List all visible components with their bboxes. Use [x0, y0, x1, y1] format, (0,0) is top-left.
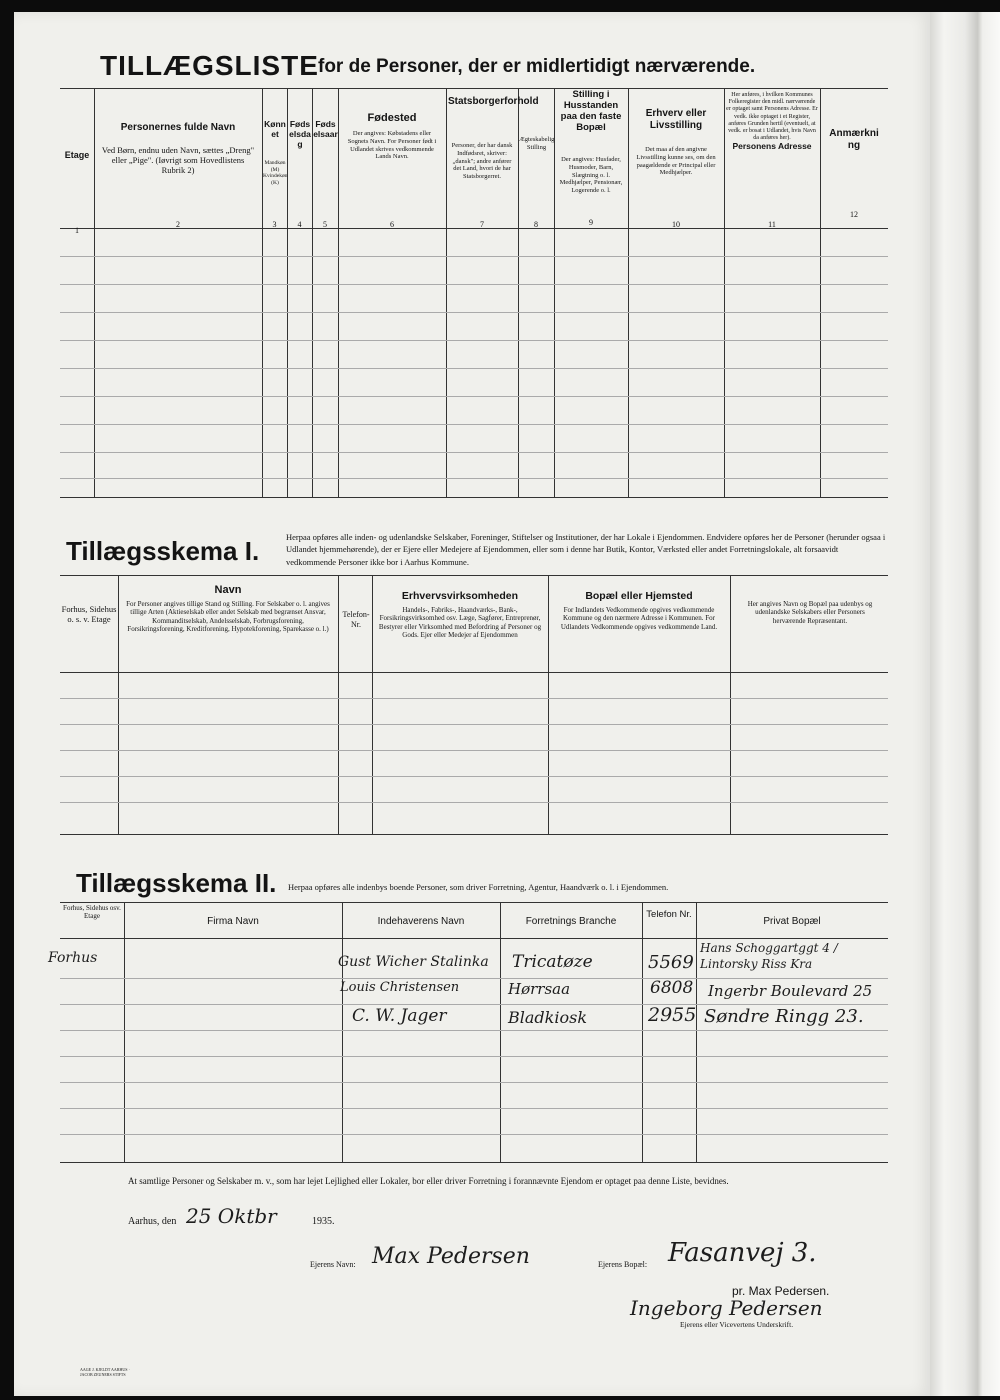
col-household: Stilling i Husstanden paa den faste Bopæl: [560, 89, 622, 133]
col-num: 4: [297, 220, 302, 229]
col-gender: Kønnet: [264, 119, 286, 139]
s1-col-business-note: Handels-, Fabriks-, Haandværks-, Bank-, Forsikringsvirksomhed osv. Læge, Sagfører, Entreprenør, Bestyrer eller Virksomhed med Befordring af Personer og Gods. Ejer eller Medejer af Ejendommen: [378, 606, 542, 640]
col-remarks: Anmærkning: [829, 128, 879, 151]
row-phone: 6808: [650, 978, 694, 998]
col-household-note: Der angives: Husfader, Husmoder, Barn, Slægtning o. l. Medhjælper, Pensionær, Logerende o. l.: [559, 156, 623, 195]
s2-col-private-residence: Privat Bopæl: [763, 916, 821, 927]
form-title: TILLÆGSLISTE: [100, 50, 319, 81]
s1-col-etage: Forhus, Sidehus o. s. v. Etage: [61, 604, 117, 625]
owner-address-handwritten: Fasanvej 3.: [668, 1238, 817, 1268]
col-birthyear: Fødselsaar: [313, 119, 338, 139]
row-phone: 5569: [648, 952, 694, 973]
s2-col-owner: Indehaverens Navn: [377, 916, 465, 927]
owner-address-label: Ejerens Bopæl:: [598, 1260, 648, 1269]
row-owner: Louis Christensen: [340, 980, 460, 995]
signature-label: Ejerens eller Vicevertens Underskrift.: [680, 1320, 794, 1329]
signature-handwritten: Ingeborg Pedersen: [630, 1296, 823, 1320]
place-label: Aarhus, den: [128, 1216, 177, 1227]
col-num: 11: [768, 220, 776, 229]
col-address-note: Her anføres, i hvilken Kommunes Folkeregister den midl. nærværende er optaget samt Personens Adresse. Er vedk. ikke optaget i et Register, anføres Grunden hertil (eventuelt, at vedk. er bosat i Udlandet, hvis Navn da anføres her).: [726, 92, 818, 142]
col-num: 12: [850, 210, 858, 219]
schedule-2-intro: Herpaa opføres alle indenbys boende Personer, som driver Forretning, Agentur, Haandværk o. l. i Ejendommen.: [288, 882, 669, 892]
col-num: 1: [75, 226, 79, 235]
col-address: Personens Adresse: [732, 141, 812, 151]
form-subtitle: for de Personer, der er midlertidigt nærværende.: [318, 56, 756, 77]
row-phone: 2955: [648, 1004, 697, 1026]
year-label: 1935.: [312, 1216, 335, 1227]
s2-col-branch: Forretnings Branche: [525, 916, 617, 927]
col-citizenship-note: Personer, der har dansk Indfødsret, skriver: „dansk"; andre anfører det Land, hvori de har Statsborgerret.: [451, 142, 513, 181]
s1-col-business: Erhvervsvirksomheden: [401, 590, 519, 602]
s1-col-phone: Telefon-Nr.: [342, 610, 370, 629]
col-num: 10: [672, 220, 680, 229]
date-handwritten: 25 Oktbr: [186, 1204, 277, 1228]
col-marital: Ægteskabelig Stilling: [519, 136, 555, 151]
schedule-1-intro: Herpaa opføres alle inden- og udenlandske Selskaber, Foreninger, Stiftelser og Institutioner, der har Lokale i Ejendommen. Endvidere opføres her de Personer (herunder ogsaa i Udlandet hjemmehørende), der er Ejere eller Medejere af Ejendommen, eller som i denne har Butik, Kontor, Værksted eller andet Forretningslokale, alt forsaavidt vedkommende Personer ikke bor i Aarhus Kommune.: [286, 532, 886, 567]
owner-name-handwritten: Max Pedersen: [372, 1244, 530, 1269]
signature-stamp: pr. Max Pedersen.: [732, 1284, 830, 1298]
col-num: 3: [272, 220, 277, 229]
s1-col-name-note: For Personer angives tillige Stand og Stilling. For Selskaber o. l. angives tillige Arten (Aktieselskab eller andet Selskab med begrænset Ansvar, Kommanditselskab, Andelsselskab, Forbrugsforening, Forsikringsforening, Kreditforening, Hypotekforening, Sparekasse o. l.): [126, 600, 330, 634]
col-num: 9: [589, 218, 593, 227]
schedule-1-title: Tillægsskema I.: [66, 536, 260, 566]
attestation-text: At samtlige Personer og Selskaber m. v., som har lejet Lejlighed eller Lokaler, bor eller driver Forretning i forannævnte Ejendom er optaget paa denne Liste, bevidnes.: [128, 1176, 729, 1186]
row-etage: Forhus: [48, 950, 98, 966]
col-num: 7: [480, 220, 484, 229]
row-private-residence: Ingerbr Boulevard 25: [708, 982, 873, 1000]
col-citizenship: Statsborgerforhold: [448, 96, 539, 107]
col-num: 8: [534, 220, 538, 229]
col-num: 5: [323, 220, 327, 229]
s2-col-etage: Forhus, Sidehus osv. Etage: [63, 904, 121, 921]
col-num: 2: [176, 220, 180, 229]
col-occupation: Erhverv eller Livsstilling: [645, 108, 707, 131]
row-owner: C. W. Jager: [352, 1006, 447, 1026]
s2-col-firm: Firma Navn: [207, 916, 259, 927]
row-branch: Tricatøze: [512, 952, 593, 972]
s2-col-phone: Telefon Nr.: [646, 909, 692, 920]
printer-imprint: AAGE J. KJELDT AARHUS · JACOB ZEUNERS STIFTS: [80, 1367, 130, 1377]
col-num: 6: [390, 220, 394, 229]
col-etage: Etage: [64, 150, 90, 160]
s1-col-representative: Her angives Navn og Bopæl paa udenbys og udenlandske Selskabers eller Personers herværende Repræsentant.: [747, 600, 873, 625]
book-spine: [930, 12, 1000, 1396]
col-name: Personernes fulde Navn: [120, 122, 236, 133]
s1-col-name: Navn: [214, 584, 242, 596]
row-owner: Gust Wicher Stalinka: [338, 954, 489, 970]
row-private-residence: Hans Schoggartggt 4 / Lintorsky Riss Kra: [700, 941, 838, 972]
col-name-note: Ved Børn, endnu uden Navn, sættes „Dreng" eller „Pige". (Iøvrigt som Hovedlistens Rubrik 2): [101, 145, 255, 176]
row-private-residence: Søndre Ringg 23.: [704, 1006, 864, 1027]
s1-col-residence-note: For Indlandets Vedkommende opgives vedkommende Kommune og den nærmere Adresse i Kommunen. For Udlandets Vedkommende opgives vedkommende Land.: [560, 606, 718, 631]
row-branch: Hørrsaa: [508, 980, 571, 998]
col-birthplace: Fødested: [367, 112, 417, 124]
col-birthday: Fødselsdag: [289, 119, 311, 149]
s1-col-residence: Bopæl eller Hjemsted: [585, 590, 693, 602]
owner-name-label: Ejerens Navn:: [310, 1260, 356, 1269]
col-occupation-note: Det maa af den angivne Livsstilling kunne ses, om den paagældende er Principal eller Medhjælper.: [636, 146, 716, 177]
col-gender-note: Mandkøn (M) Kvindekøn (K): [263, 160, 288, 186]
row-branch: Bladkiosk: [508, 1008, 588, 1027]
col-birthplace-note: Der angives: Købstadens eller Sognets Navn. For Personer født i Udlandet skrives vedkommende Lands Navn.: [347, 130, 437, 161]
schedule-2-title: Tillægsskema II.: [76, 868, 277, 898]
